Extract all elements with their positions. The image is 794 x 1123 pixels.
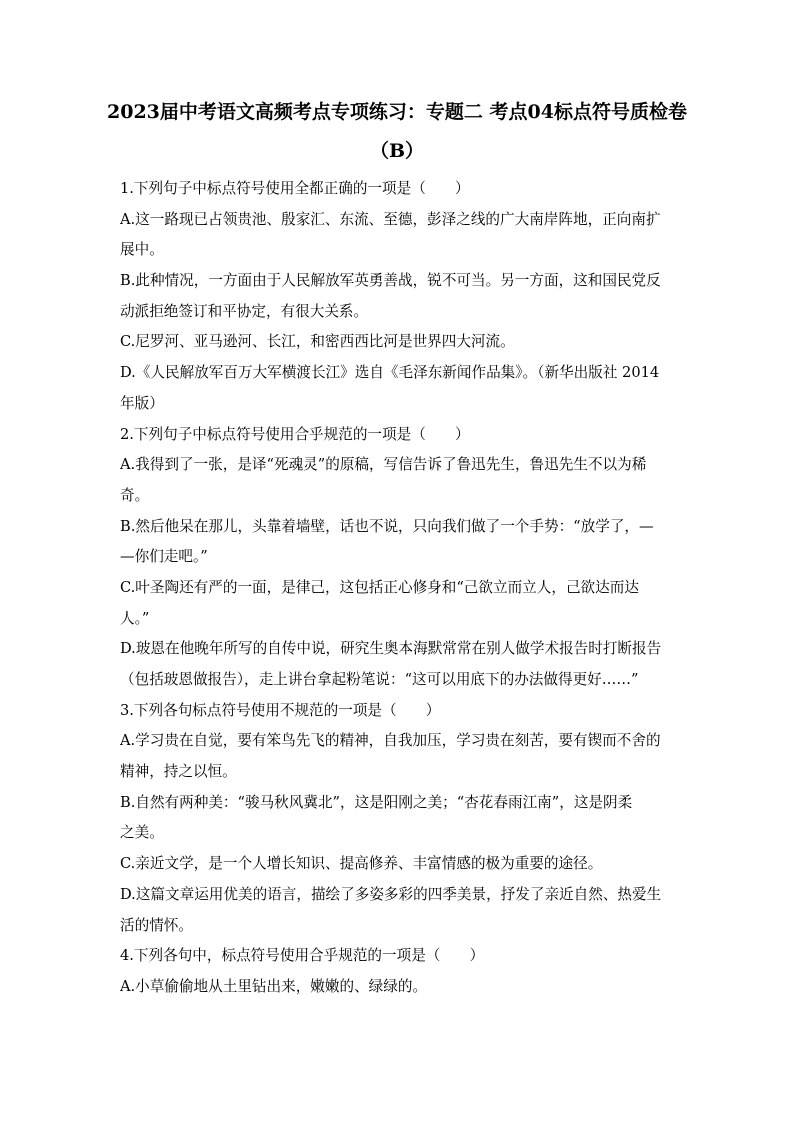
document-title-suffix: （B） bbox=[369, 140, 425, 162]
text-line: D.这篇文章运用优美的语言，描绘了多姿多彩的四季美景，抒发了亲近自然、热爱生 bbox=[120, 885, 662, 903]
text-line: 奇。 bbox=[120, 486, 150, 504]
text-line: 2.下列句子中标点符号使用合乎规范的一项是（ ） bbox=[120, 425, 470, 443]
text-line: —你们走吧。” bbox=[120, 548, 208, 566]
document-title: 2023届中考语文高频考点专项练习：专题二 考点04标点符号质检卷 bbox=[107, 101, 687, 123]
question-body bbox=[120, 174, 700, 1003]
text-line: 之美。 bbox=[120, 824, 164, 842]
text-line: 展中。 bbox=[120, 241, 164, 259]
text-line: 人。” bbox=[120, 609, 150, 627]
text-line: D.玻恩在他晚年所写的自传中说，研究生奥本海默常常在别人做学术报告时打断报告 bbox=[120, 640, 662, 658]
text-line: C.叶圣陶还有严的一面，是律己，这包括正心修身和“己欲立而立人，己欲达而达 bbox=[120, 578, 639, 596]
text-line: D.《人民解放军百万大军横渡长江》选自《毛泽东新闻作品集》。（新华出版社 2014 bbox=[120, 364, 660, 382]
text-line: C.亲近文学，是一个人增长知识、提高修养、丰富情感的极为重要的途径。 bbox=[120, 855, 603, 873]
text-line: A.小草偷偷地从土里钻出来，嫩嫩的、绿绿的。 bbox=[120, 977, 428, 995]
text-line: 动派拒绝签订和平协定，有很大关系。 bbox=[120, 302, 369, 320]
text-line: B.此种情况，一方面由于人民解放军英勇善战，锐不可当。另一方面，这和国民党反 bbox=[120, 272, 661, 290]
text-line: A.学习贵在自觉，要有笨鸟先飞的精神，自我加压，学习贵在刻苦，要有锲而不舍的 bbox=[120, 732, 661, 750]
text-line: 4.下列各句中，标点符号使用合乎规范的一项是（ ） bbox=[120, 947, 485, 965]
text-line: C.尼罗河、亚马逊河、长江，和密西西比河是世界四大河流。 bbox=[120, 333, 515, 351]
text-line: 精神，持之以恒。 bbox=[120, 763, 237, 781]
text-line: 3.下列各句标点符号使用不规范的一项是（ ） bbox=[120, 701, 441, 719]
text-line: A.我得到了一张，是译“死魂灵”的原稿，写信告诉了鲁迅先生，鲁迅先生不以为稀 bbox=[120, 456, 647, 474]
text-line: 年版） bbox=[120, 394, 164, 412]
text-line: 1.下列句子中标点符号使用全都正确的一项是（ ） bbox=[120, 180, 470, 197]
text-line: 活的情怀。 bbox=[120, 916, 193, 934]
text-line: A.这一路现已占领贵池、殷家汇、东流、至德，彭泽之线的广大南岸阵地，正向南扩 bbox=[120, 210, 661, 228]
text-line: B.自然有两种美：“骏马秋风冀北”，这是阳刚之美；“杏花春雨江南”，这是阴柔 bbox=[120, 793, 633, 811]
text-line: B.然后他呆在那儿，头靠着墙壁，话也不说，只向我们做了一个手势：“放学了，— bbox=[120, 517, 654, 535]
text-line: （包括玻恩做报告），走上讲台拿起粉笔说：“这可以用底下的办法做得更好……” bbox=[120, 671, 639, 688]
